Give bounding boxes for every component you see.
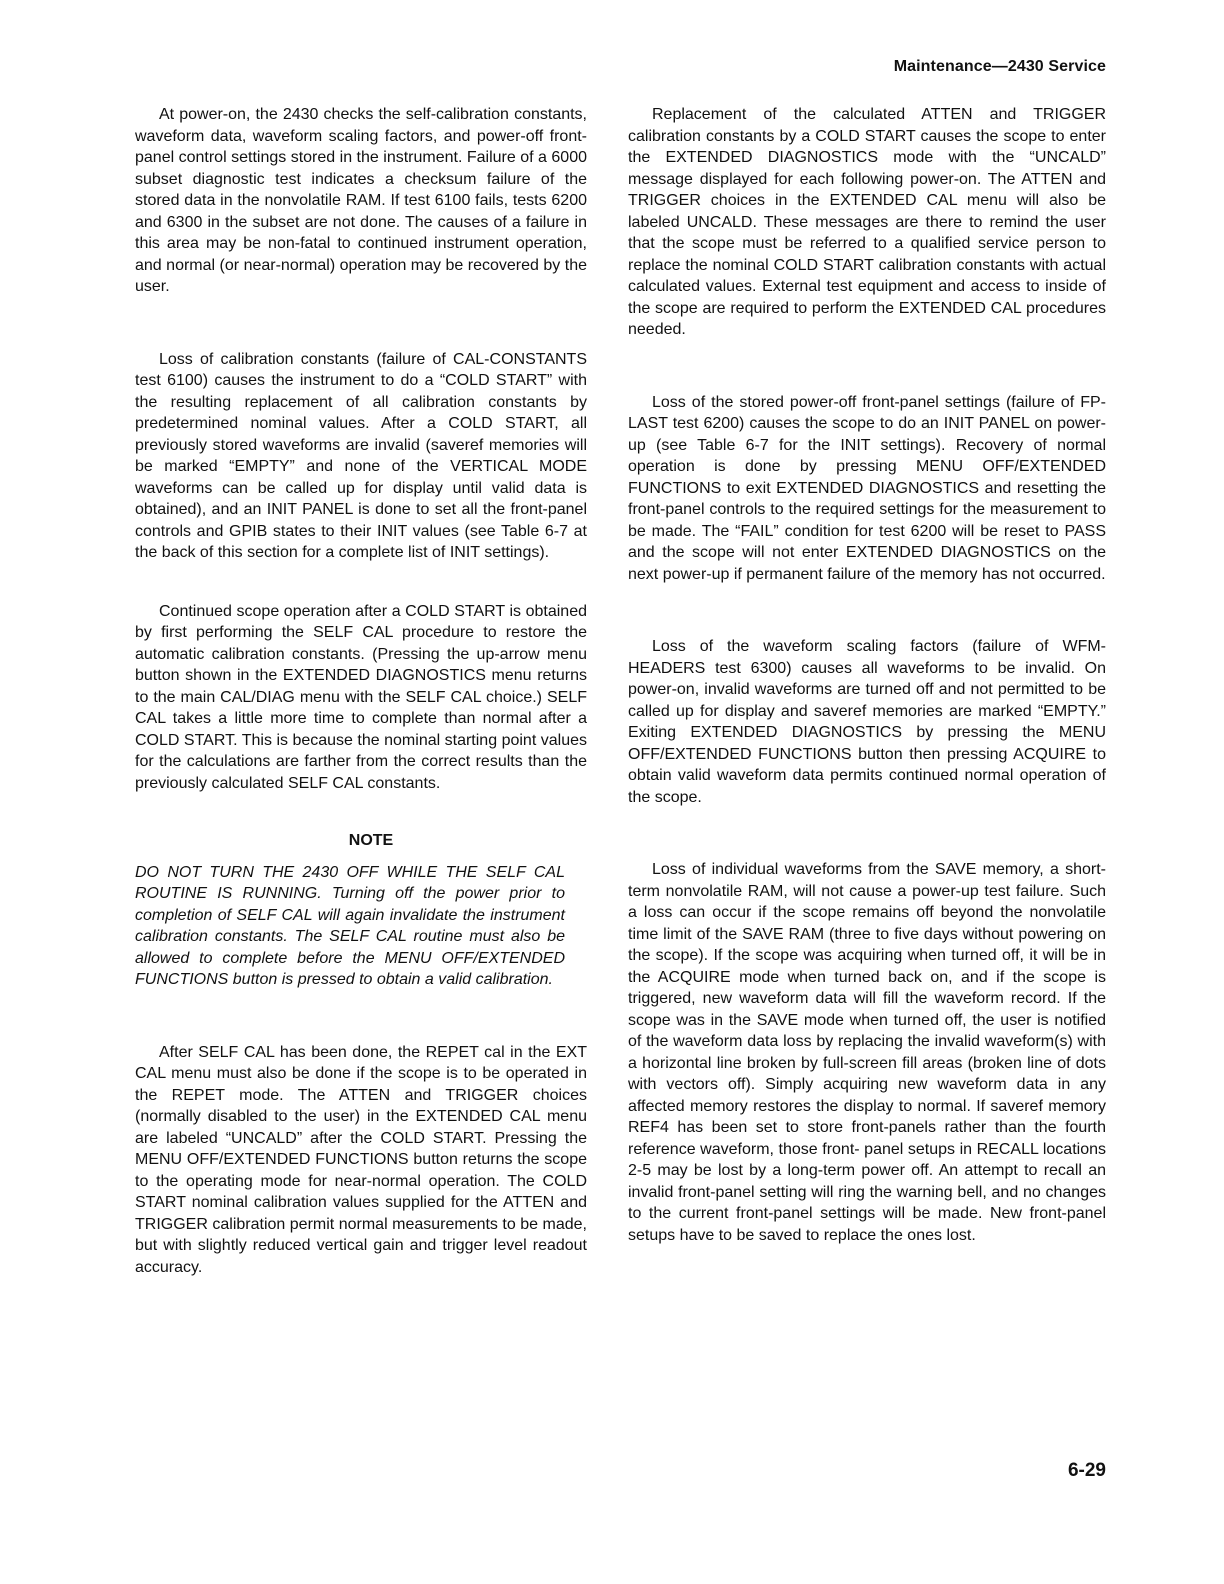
- paragraph-loss-of-scaling-factors: Loss of the waveform scaling factors (failure of WFM-HEADERS test 6300) causes all waveforms to be invalid. On power-on, invalid waveforms are turned off and not permitted to be called up for display and saveref memories are marked “EMPTY.” Exiting EXTENDED DIAGNOSTICS by pressing the MENU OFF/EXTENDED FUNCTIONS button then pressing ACQUIRE to obtain valid waveform data permits continued normal operation of the scope.: [628, 638, 1106, 806]
- page-number: 6-29: [1067, 1460, 1106, 1481]
- right-column: [628, 104, 1106, 1246]
- paragraph-loss-of-calibration: Loss of calibration constants (failure of CAL-CONSTANTS test 6100) causes the instrument to do a “COLD START” with the resulting replacement of all calibration constants by predetermined nominal values. After a COLD START, all previously stored waveforms are invalid (saveref memories will be marked “EMPTY” and none of the VERTICAL MODE waveforms can be called up for display until valid data is obtained), and an INIT PANEL is done to set all the front-panel controls and GPIB states to their INIT values (see Table 6-7 at the back of this section for a complete list of INIT settings).: [135, 350, 587, 561]
- paragraph-loss-of-front-panel: Loss of the stored power-off front-panel settings (failure of FP-LAST test 6200) causes the scope to do an INIT PANEL on power-up (see Table 6-7 for the INIT settings). Recovery of normal operation is done by pressing MENU OFF/EXTENDED FUNCTIONS to exit EXTENDED DIAGNOSTICS and resetting the front-panel controls to the required settings for the measurement to be made. The “FAIL” condition for test 6200 will be reset to PASS and the scope will not enter EXTENDED DIAGNOSTICS on the next power-up if permanent failure of the memory has not occurred.: [628, 393, 1106, 583]
- note-heading: NOTE: [348, 832, 394, 849]
- paragraph-continued-operation: Continued scope operation after a COLD START is obtained by first performing the SELF CAL procedure to restore the automatic calibration constants. (Pressing the up-arrow menu button shown in the EXTENDED DIAGNOSTICS menu returns to the main CAL/DIAG menu with the SELF CAL choice.) SELF CAL takes a little more time to complete than normal after a COLD START. This is because the nominal starting point values for the calculations are farther from the correct results than the previously calculated SELF CAL constants.: [135, 602, 587, 792]
- note-body: DO NOT TURN THE 2430 OFF WHILE THE SELF CAL ROUTINE IS RUNNING. Turning off the power prior to completion of SELF CAL will again invalidate the instrument calibration constants. The SELF CAL routine must also be allowed to complete before the MENU OFF/EXTENDED FUNCTIONS button is pressed to obtain a valid calibration.: [135, 863, 565, 988]
- left-column: [135, 104, 587, 1278]
- paragraph-after-self-cal: After SELF CAL has been done, the REPET cal in the EXT CAL menu must also be done if the scope is to be operated in the REPET mode. The ATTEN and TRIGGER choices (normally disabled to the user) in the EXTENDED CAL menu are labeled “UNCALD” after the COLD START. Pressing the MENU OFF/EXTENDED FUNCTIONS button returns the scope to the operating mode for near-normal operation. The COLD START nominal calibration values supplied for the ATTEN and TRIGGER calibration permit normal measurements to be made, but with slightly reduced vertical gain and trigger level readout accuracy.: [135, 1043, 587, 1276]
- paragraph-replacement-of-constants: Replacement of the calculated ATTEN and TRIGGER calibration constants by a COLD START causes the scope to enter the EXTENDED DIAGNOSTICS mode with the “UNCALD” message displayed for each following power-on. The ATTEN and TRIGGER choices in the EXTENDED CAL menu will also be labeled UNCALD. These messages are there to remind the user that the scope must be referred to a qualified service person to replace the nominal COLD START calibration constants with actual calculated values. External test equipment and access to inside of the scope are required to perform the EXTENDED CAL procedures needed.: [628, 106, 1106, 338]
- paragraph-loss-of-waveforms: Loss of individual waveforms from the SAVE memory, a short-term nonvolatile RAM, will not cause a power-up test failure. Such a loss can occur if the scope remains off beyond the nonvolatile time limit of the SAVE RAM (three to five days without powering on the scope). If the scope was acquiring when turned off, it will be in the ACQUIRE mode when turned back on, and if the scope is triggered, new waveform data will fill the waveform record. If the scope was in the SAVE mode when turned off, the user is notified of the waveform data loss by replacing the invalid waveform(s) with a horizontal line broken by full-screen fill areas (broken line of dots with vectors off). Simply acquiring new waveform data in any affected memory restores the display to normal. If saveref memory REF4 has been set to store front-panels rather than the fourth reference waveform, those front- panel setups in RECALL locations 2-5 may be lost by a long-term power off. An attempt to recall an invalid front-panel setting will ring the warning bell, and no changes to the current front-panel settings will be made. New front-panel setups have to be saved to replace the ones lost.: [628, 861, 1106, 1244]
- running-header: Maintenance—2430 Service: [893, 58, 1106, 75]
- paragraph-power-on-checks: At power-on, the 2430 checks the self-calibration constants, waveform data, waveform scaling factors, and power-off front-panel control settings stored in the instrument. Failure of a 6000 subset diagnostic test indicates a checksum failure of the stored data in the nonvolatile RAM. If test 6100 fails, tests 6200 and 6300 in the subset are not done. The causes of a failure in this area may be non-fatal to continued instrument operation, and normal (or near-normal) operation may be recovered by the user.: [135, 106, 587, 295]
